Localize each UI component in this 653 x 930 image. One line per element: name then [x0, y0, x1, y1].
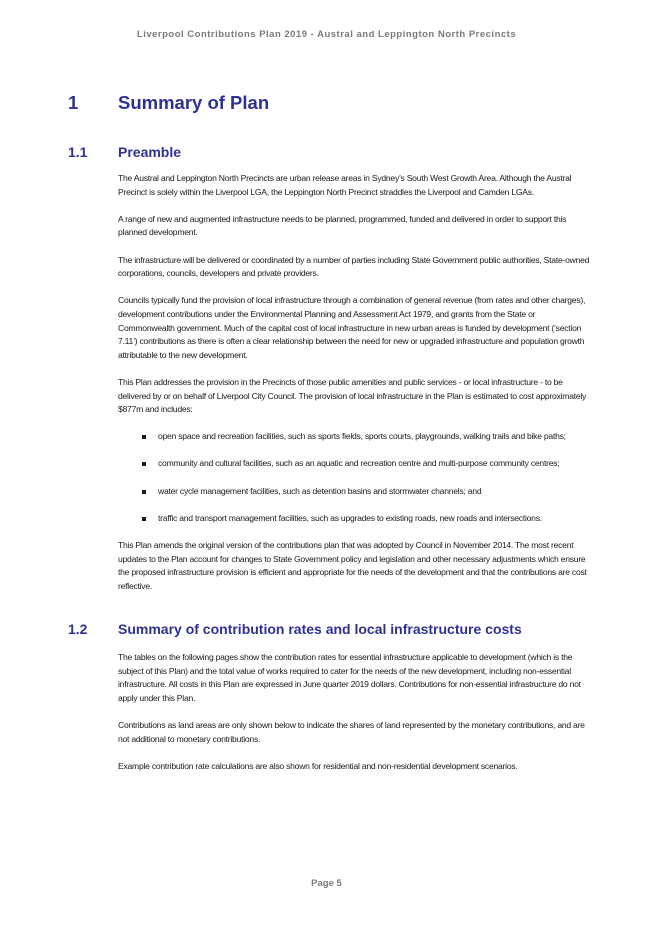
list-item: community and cultural facilities, such as an aquatic and recreation centre and multi-purpose community centres;: [118, 457, 593, 471]
subsection-title: Preamble: [118, 144, 182, 160]
subsection-heading-summary: [68, 621, 628, 637]
page-number: Page 5: [311, 878, 342, 889]
paragraph: The infrastructure will be delivered or coordinated by a number of parties including State Government public authorities, State-owned corporations, councils, developers and private providers.: [118, 254, 590, 279]
preamble-body: [118, 172, 593, 607]
paragraph: The tables on the following pages show the contribution rates for essential infrastructure applicable to development (which is the subject of this Plan) and the total value of works required to cater for the needs of the new development, including non-essential infrastructure. All costs in this Plan are expressed in June quarter 2019 dollars. Contributions for non-essential infrastructure do not apply under this Plan.: [118, 652, 581, 703]
list-item: water cycle management facilities, such as detention basins and stormwater channels; and: [118, 485, 593, 499]
summary-body: [118, 651, 593, 787]
section-heading-1: [68, 92, 628, 114]
bullet-icon: [142, 517, 146, 521]
bullet-icon: [142, 435, 146, 439]
section-title: Summary of Plan: [118, 92, 270, 113]
subsection-heading-preamble: [68, 144, 628, 160]
subsection-number: 1.1: [68, 144, 88, 160]
subsection-number: 1.2: [68, 621, 88, 637]
paragraph: A range of new and augmented infrastructure needs to be planned, programmed, funded and delivered in order to support this planned development.: [118, 213, 567, 238]
running-header: Liverpool Contributions Plan 2019 - Austral and Leppington North Precincts: [136, 29, 517, 40]
bullet-icon: [142, 490, 146, 494]
list-item: open space and recreation facilities, such as sports fields, sports courts, playgrounds, walking trails and bike paths;: [118, 430, 593, 444]
section-number: 1: [68, 92, 79, 113]
paragraph: Contributions as land areas are only shown below to indicate the shares of land represented by the monetary contributions, and are not additional to monetary contributions.: [118, 719, 585, 744]
subsection-title: Summary of contribution rates and local infrastructure costs: [118, 621, 522, 637]
paragraph: Councils typically fund the provision of local infrastructure through a combination of general revenue (from rates and other charges), development contributions under the Environmental Planning and Assessment Act 1979, and grants from the State or Commonwealth government. Much of the capital cost of local infrastructure in new urban areas is funded by development (‘section 7.11’) contributions as there is often a clear relationship between the need for new or upgraded infrastructure and population growth attributable to the new development.: [118, 295, 586, 360]
paragraph: This Plan amends the original version of the contributions plan that was adopted by Council in November 2014. The most recent updates to the Plan account for changes to State Government policy and legislation and other necessary adjustments which ensure the proposed infrastructure provision is efficient and appropriate for the needs of the development and that the contributions are cost reflective.: [118, 540, 587, 591]
paragraph: This Plan addresses the provision in the Precincts of those public amenities and public services - or local infrastructure - to be delivered by or on behalf of Liverpool City Council. The provision of local infrastructure in the Plan is estimated to cost approximately $877m and includes:: [118, 376, 587, 415]
bullet-icon: [142, 462, 146, 466]
paragraph: The Austral and Leppington North Precincts are urban release areas in Sydney’s South West Growth Area. Although the Austral Precinct is solely within the Liverpool LGA, the Leppington North Precinct straddles the Liverpool and Camden LGAs.: [118, 173, 572, 197]
infrastructure-list: [118, 430, 593, 525]
list-item: traffic and transport management facilities, such as upgrades to existing roads, new roads and intersections.: [118, 512, 593, 526]
paragraph: Example contribution rate calculations are also shown for residential and non-residential development scenarios.: [118, 760, 518, 771]
